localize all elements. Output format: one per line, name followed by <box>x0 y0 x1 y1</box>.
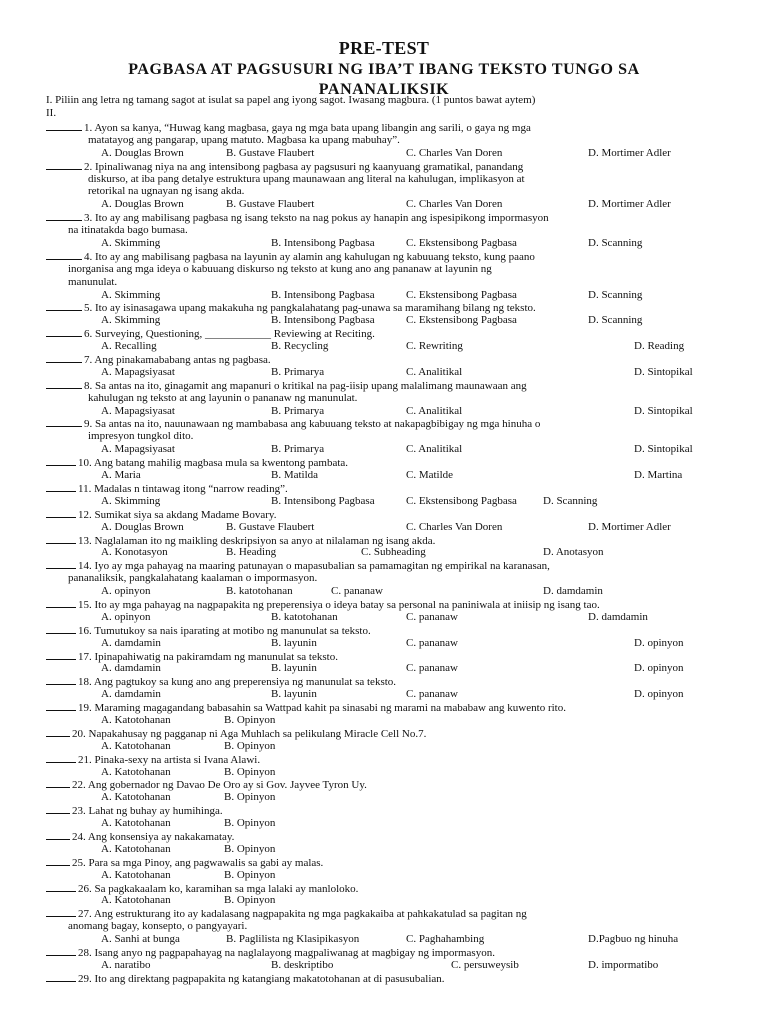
answer-blank[interactable] <box>46 379 82 389</box>
choice-row <box>46 340 736 353</box>
question-text-continued <box>46 276 736 289</box>
answer-choice-a: A. Maria <box>101 469 141 482</box>
answer-choice-b: B. layunin <box>271 688 317 701</box>
answer-choice-c: C. Analitikal <box>406 404 463 417</box>
answer-blank[interactable] <box>46 250 82 260</box>
choice-row <box>46 237 736 250</box>
answer-choice-a: A. damdamin <box>101 662 161 675</box>
answer-blank[interactable] <box>46 882 76 892</box>
question-item <box>46 534 736 560</box>
question-number: 8. <box>84 379 95 392</box>
answer-choice-d: D. opinyon <box>634 662 684 675</box>
answer-choice-d: D. Sintopikal <box>634 443 693 456</box>
answer-blank[interactable] <box>46 301 82 311</box>
answer-choice-a: A. Douglas Brown <box>101 146 184 159</box>
question-text <box>46 778 736 791</box>
question-item <box>46 650 736 676</box>
answer-choice-c: C. pananaw <box>406 636 458 649</box>
question-number: 13. <box>78 534 95 547</box>
question-number: 19. <box>78 702 95 715</box>
choice-row <box>46 366 736 379</box>
question-text <box>46 946 736 959</box>
answer-choice-c: C. pananaw <box>406 662 458 675</box>
answer-choice-a: A. Konotasyon <box>101 546 168 559</box>
question-text-continued <box>46 134 736 147</box>
answer-choice-a: A. Katotohanan <box>101 765 171 778</box>
answer-choice-a: A. Skimming <box>101 494 161 507</box>
answer-blank[interactable] <box>46 598 76 608</box>
answer-choice-d: D. Reading <box>634 340 685 353</box>
answer-choice-b: B. Opinyon <box>224 765 276 778</box>
answer-choice-a: A. Katotohanan <box>101 868 171 881</box>
answer-choice-a: A. Katotohanan <box>101 791 171 804</box>
question-number: 5. <box>84 302 95 315</box>
answer-choice-c: C. Ekstensibong Pagbasa <box>406 288 517 301</box>
answer-choice-a: A. Sanhi at bunga <box>101 933 180 946</box>
answer-choice-a: A. Douglas Brown <box>101 198 184 211</box>
question-item <box>46 482 736 508</box>
question-text <box>46 624 736 637</box>
answer-choice-d: D. Anotasyon <box>543 546 604 559</box>
question-text <box>46 379 736 392</box>
question-item <box>46 121 736 160</box>
question-text <box>46 482 736 495</box>
answer-choice-a: A. Mapagsiyasat <box>101 365 175 378</box>
choice-row <box>46 637 736 650</box>
question-text-continued <box>46 392 736 405</box>
answer-choice-d: D. Scanning <box>588 314 643 327</box>
answer-choice-d: D. Mortimer Adler <box>588 198 671 211</box>
answer-choice-c: C. Ekstensibong Pagbasa <box>406 314 517 327</box>
answer-choice-b: B. Paglilista ng Klasipikasyon <box>226 933 360 946</box>
question-text <box>46 327 736 340</box>
question-number: 17. <box>78 650 95 663</box>
question-line: pananaliksik, pangkalahatang kaalaman o impormasyon. <box>68 572 318 585</box>
answer-choice-b: B. Opinyon <box>224 842 276 855</box>
answer-choice-d: D. Scanning <box>588 237 643 250</box>
question-text <box>46 456 736 469</box>
answer-choice-a: A. Katotohanan <box>101 713 171 726</box>
subtitle-line-2: PANANALIKSIK <box>318 81 450 98</box>
answer-choice-a: A. damdamin <box>101 636 161 649</box>
question-text <box>46 211 736 224</box>
question-line: Iyo ay mga pahayag na maaring patunayan o mapasubalian sa pamamagitan ng empirikal na karanasan, <box>94 560 550 573</box>
choice-row <box>46 959 736 972</box>
answer-choice-c: C. Matilde <box>406 469 454 482</box>
answer-choice-d: D. Mortimer Adler <box>588 520 671 533</box>
question-item <box>46 675 736 701</box>
answer-blank[interactable] <box>46 753 76 763</box>
question-number: 12. <box>78 508 95 521</box>
choice-row <box>46 585 736 598</box>
question-text-continued <box>46 430 736 443</box>
answer-choice-d: D. Mortimer Adler <box>588 146 671 159</box>
question-text-continued <box>46 572 736 585</box>
question-text <box>46 701 736 714</box>
question-line: Ito ay mga pahayag na nagpapakita ng preperensiya o ideya batay sa personal na paniniwala at iniisip ng isang tao. <box>94 598 600 611</box>
question-list <box>46 121 736 985</box>
question-line: Sa antas na ito, ginagamit ang mapanuri o kritikal na pag-iisip upang malalimang maunawaan ang <box>95 379 527 392</box>
question-text <box>46 675 736 688</box>
answer-choice-c: C. pananaw <box>406 610 458 623</box>
question-item <box>46 598 736 624</box>
answer-choice-d: D. opinyon <box>634 688 684 701</box>
answer-choice-b: B. Opinyon <box>224 868 276 881</box>
question-number: 2. <box>84 160 95 173</box>
question-item <box>46 804 736 830</box>
question-number: 3. <box>84 212 95 225</box>
question-text <box>46 753 736 766</box>
question-item <box>46 301 736 327</box>
question-line: retorikal na ugnayan ng isang akda. <box>88 185 245 198</box>
question-text <box>46 882 736 895</box>
question-number: 28. <box>78 947 95 959</box>
question-line: Surveying, Questioning, ____________ Reviewing at Reciting. <box>95 328 375 341</box>
answer-choice-a: A. Douglas Brown <box>101 520 184 533</box>
answer-choice-a: A. opinyon <box>101 610 151 623</box>
answer-choice-b: B. Gustave Flaubert <box>226 198 315 211</box>
answer-choice-d: D. Sintopikal <box>634 365 693 378</box>
choice-row <box>46 688 736 701</box>
choice-row <box>46 147 736 160</box>
choice-row <box>46 740 736 753</box>
question-line: Ipinaliwanag niya na ang intensibong pagbasa ay pagsusuri ng kaanyuang gramatikal, panandang <box>95 160 524 173</box>
answer-choice-a: A. Katotohanan <box>101 739 171 752</box>
question-line: Napakahusay ng pagganap ni Aga Muhlach sa pelikulang Miracle Cell No.7. <box>88 727 427 740</box>
answer-choice-b: B. Primarya <box>271 365 325 378</box>
answer-choice-b: B. Primarya <box>271 443 325 456</box>
choice-row <box>46 791 736 804</box>
question-line: diskurso, at iba pang detalye estruktura upang maunawaan ang literal na kahulugan, implikasyon at <box>88 172 525 185</box>
answer-choice-b: B. Matilda <box>271 469 319 482</box>
question-text <box>46 907 736 920</box>
question-line: Maraming magagandang babasahin sa Wattpad kahit pa sinasabi ng marami na mababaw ang kuwento rito. <box>94 702 566 715</box>
answer-choice-b: B. Opinyon <box>224 817 276 830</box>
question-line: manunulat. <box>68 275 118 288</box>
question-item <box>46 379 736 418</box>
question-text-continued <box>46 224 736 237</box>
answer-choice-b: B. Gustave Flaubert <box>226 146 315 159</box>
answer-choice-a: A. opinyon <box>101 585 151 598</box>
question-number: 1. <box>84 122 95 134</box>
question-number: 20. <box>72 727 89 740</box>
answer-blank[interactable] <box>46 675 76 685</box>
answer-choice-d: D. damdamin <box>588 610 648 623</box>
question-item <box>46 559 736 598</box>
question-text <box>46 598 736 611</box>
choice-row <box>46 405 736 418</box>
question-line: anomang bagay, konsepto, o pangyayari. <box>68 920 248 933</box>
choice-row <box>46 521 736 534</box>
answer-choice-c: C. Subheading <box>361 546 426 559</box>
question-item <box>46 456 736 482</box>
answer-choice-d: D.Pagbuo ng hinuha <box>588 933 679 946</box>
answer-choice-c: C. Charles Van Doren <box>406 146 503 159</box>
answer-choice-c: C. Rewriting <box>406 340 463 353</box>
answer-choice-c: C. persuweysib <box>451 958 519 971</box>
question-line: Lahat ng buhay ay humihinga. <box>88 805 223 818</box>
question-text-continued <box>46 263 736 276</box>
question-number: 15. <box>78 598 95 611</box>
answer-blank[interactable] <box>46 972 76 982</box>
answer-choice-b: B. katotohanan <box>271 610 338 623</box>
answer-choice-a: A. Recalling <box>101 340 157 353</box>
answer-choice-b: B. Opinyon <box>224 791 276 804</box>
question-text <box>46 160 736 173</box>
question-line: impresyon tungkol dito. <box>88 430 194 443</box>
question-text <box>46 301 736 314</box>
question-number: 18. <box>78 676 94 689</box>
question-line: kahulugan ng teksto at ang layunin o pananaw ng manunulat. <box>88 391 358 404</box>
question-text <box>46 121 736 134</box>
answer-choice-b: B. Primarya <box>271 404 325 417</box>
choice-row <box>46 289 736 302</box>
question-text <box>46 830 736 843</box>
question-line: Para sa mga Pinoy, ang pagwawalis sa gabi ay malas. <box>88 856 324 869</box>
question-text <box>46 353 736 366</box>
answer-choice-c: C. Ekstensibong Pagbasa <box>406 494 517 507</box>
question-line: Ito ay ang mabilisang pagbasa ng isang teksto na nag pokus ay hanapin ang ispesipikong impormasyon <box>95 212 549 225</box>
question-text <box>46 804 736 817</box>
question-number: 4. <box>84 250 95 263</box>
answer-choice-a: A. Mapagsiyasat <box>101 443 175 456</box>
answer-choice-b: B. Opinyon <box>224 739 276 752</box>
question-text <box>46 534 736 547</box>
answer-blank[interactable] <box>46 417 82 427</box>
choice-row <box>46 314 736 327</box>
question-line: Ito ay ang mabilisang pagbasa na layunin ay alamin ang kahulugan ng kabuuang teksto, kung paano <box>95 250 535 263</box>
choice-row <box>46 894 736 907</box>
answer-choice-b: B. Intensibong Pagbasa <box>271 314 375 327</box>
question-item <box>46 830 736 856</box>
answer-choice-c: C. Charles Van Doren <box>406 520 503 533</box>
question-text-continued <box>46 173 736 186</box>
question-item <box>46 701 736 727</box>
answer-choice-a: A. damdamin <box>101 688 161 701</box>
question-number: 22. <box>72 779 88 792</box>
answer-choice-c: C. pananaw <box>406 688 458 701</box>
question-item <box>46 907 736 946</box>
question-text <box>46 972 736 985</box>
question-number: 16. <box>78 624 95 637</box>
answer-choice-b: B. layunin <box>271 662 317 675</box>
answer-blank[interactable] <box>46 778 70 788</box>
question-item <box>46 624 736 650</box>
question-line: Naglalaman ito ng maikling deskripsiyon sa anyo at nilalaman ng isang akda. <box>94 534 436 547</box>
answer-choice-a: A. Katotohanan <box>101 894 171 907</box>
question-number: 24. <box>72 830 88 843</box>
answer-choice-d: D. impormatibo <box>588 958 659 971</box>
answer-choice-d: D. Scanning <box>588 288 643 301</box>
choice-row <box>46 662 736 675</box>
question-line: Ang batang mahilig magbasa mula sa kwentong pambata. <box>93 457 349 470</box>
question-text <box>46 417 736 430</box>
answer-blank[interactable] <box>46 559 76 569</box>
question-text <box>46 856 736 869</box>
answer-choice-a: A. naratibo <box>101 958 151 971</box>
question-text <box>46 559 736 572</box>
answer-choice-b: B. Heading <box>226 546 277 559</box>
question-number: 6. <box>84 328 95 341</box>
question-line: Isang anyo ng pagpapahayag na naglalayong magpaliwanag at magbigay ng impormasyon. <box>94 947 495 959</box>
answer-choice-a: A. Mapagsiyasat <box>101 404 175 417</box>
question-line: Ang pinakamababang antas ng pagbasa. <box>94 354 271 367</box>
answer-choice-b: B. deskriptibo <box>271 958 334 971</box>
answer-choice-b: B. layunin <box>271 636 317 649</box>
answer-blank[interactable] <box>46 701 76 711</box>
answer-blank[interactable] <box>46 624 76 634</box>
answer-choice-a: A. Skimming <box>101 288 161 301</box>
answer-blank[interactable] <box>46 327 82 337</box>
question-line: na itinatakda bago bumasa. <box>68 224 188 237</box>
answer-choice-c: C. Paghahambing <box>406 933 485 946</box>
answer-blank[interactable] <box>46 534 76 544</box>
answer-choice-b: B. Intensibong Pagbasa <box>271 494 375 507</box>
answer-choice-d: D. Scanning <box>543 494 598 507</box>
question-text <box>46 650 736 663</box>
answer-choice-a: A. Katotohanan <box>101 842 171 855</box>
answer-blank[interactable] <box>46 727 70 737</box>
question-item <box>46 778 736 804</box>
answer-blank[interactable] <box>46 211 82 221</box>
answer-blank[interactable] <box>46 804 70 814</box>
question-text-continued <box>46 920 736 933</box>
question-number: 29. <box>78 972 95 985</box>
answer-choice-a: A. Katotohanan <box>101 817 171 830</box>
answer-blank[interactable] <box>46 946 76 956</box>
answer-blank[interactable] <box>46 907 76 917</box>
answer-choice-b: B. Gustave Flaubert <box>226 520 315 533</box>
section-label: II. <box>46 106 57 119</box>
question-item <box>46 353 736 379</box>
question-number: 10. <box>78 457 94 470</box>
question-number: 27. <box>78 908 94 921</box>
question-item <box>46 250 736 302</box>
question-item <box>46 160 736 212</box>
answer-blank[interactable] <box>46 508 76 518</box>
answer-choice-a: A. Skimming <box>101 237 161 250</box>
choice-row <box>46 817 736 830</box>
question-text <box>46 727 736 740</box>
subtitle-line-1: PAGBASA AT PAGSUSURI NG IBA’T IBANG TEKSTO TUNGO SA <box>128 61 640 78</box>
question-number: 23. <box>72 805 89 818</box>
choice-row <box>46 611 736 624</box>
question-item <box>46 727 736 753</box>
question-text-continued <box>46 185 736 198</box>
answer-choice-d: D. opinyon <box>634 636 684 649</box>
question-number: 9. <box>84 418 95 431</box>
choice-row <box>46 469 736 482</box>
answer-choice-c: C. Analitikal <box>406 365 463 378</box>
question-item <box>46 856 736 882</box>
question-line: Ang konsensiya ay nakakamatay. <box>87 830 235 843</box>
answer-choice-b: B. Opinyon <box>224 713 276 726</box>
answer-choice-c: C. Charles Van Doren <box>406 198 503 211</box>
question-item <box>46 327 736 353</box>
answer-blank[interactable] <box>46 650 76 660</box>
question-item <box>46 882 736 908</box>
question-item <box>46 417 736 456</box>
question-line: Ayon sa kanya, “Huwag kang magbasa, gaya ng mga bata upang libangin ang sarili, o gaya ng mga <box>94 122 531 134</box>
question-item <box>46 946 736 972</box>
choice-row <box>46 714 736 727</box>
question-number: 26. <box>78 882 95 895</box>
answer-choice-b: B. Recycling <box>271 340 329 353</box>
question-item <box>46 508 736 534</box>
question-line: Sa antas na ito, nauunawaan ng mambabasa ang kabuuang teksto at nakapagbibigay ng mga hinuha o <box>95 418 541 431</box>
question-line: Sa pagkakaalam ko, karamihan sa mga lalaki ay manloloko. <box>94 882 359 895</box>
question-number: 14. <box>78 560 95 573</box>
answer-blank[interactable] <box>46 121 82 131</box>
question-line: Ang pagtukoy sa kung ano ang preperensiya ng manunulat sa teksto. <box>93 676 397 689</box>
answer-blank[interactable] <box>46 856 70 866</box>
choice-row <box>46 933 736 946</box>
answer-choice-d: D. Martina <box>634 469 683 482</box>
choice-row <box>46 843 736 856</box>
instruction-text: I. Piliin ang letra ng tamang sagot at isulat sa papel ang iyong sagot. Iwasang magbura. (1 puntos bawat aytem) <box>46 94 536 106</box>
question-text <box>46 250 736 263</box>
answer-choice-b: B. Opinyon <box>224 894 276 907</box>
answer-choice-d: D. damdamin <box>543 585 603 598</box>
question-line: matatayog ang pangarap, upang matuto. Magbasa ka upang mabuhay”. <box>88 133 400 146</box>
question-text <box>46 508 736 521</box>
question-line: Tumutukoy sa nais iparating at motibo ng manunulat sa teksto. <box>94 624 371 637</box>
choice-row <box>46 443 736 456</box>
question-line: Pinaka-sexy na artista si Ivana Alawi. <box>94 753 261 766</box>
question-line: Ipinapahiwatig na pakiramdam ng manunulat sa teksto. <box>94 650 338 663</box>
question-line: Madalas n tintawag itong “narrow reading”. <box>94 482 288 495</box>
question-line: Ang estrukturang ito ay kadalasang nagpapakita ng mga pagkakaiba at pahkakatulad sa pagitan ng <box>93 908 527 921</box>
instructions <box>46 94 535 120</box>
choice-row <box>46 766 736 779</box>
answer-blank[interactable] <box>46 160 82 170</box>
question-number: 7. <box>84 354 95 367</box>
answer-blank[interactable] <box>46 353 82 363</box>
question-item <box>46 972 736 985</box>
question-item <box>46 753 736 779</box>
answer-choice-c: C. Ekstensibong Pagbasa <box>406 237 517 250</box>
answer-choice-d: D. Sintopikal <box>634 404 693 417</box>
question-line: Sumikat siya sa akdang Madame Bovary. <box>94 508 277 521</box>
answer-blank[interactable] <box>46 482 76 492</box>
question-line: Ito ay isinasagawa upang makakuha ng pangkalahatang pag-unawa sa maramihang bilang ng teksto. <box>95 302 536 315</box>
question-line: Ito ang direktang pagpapakita ng katangiang makatotohanan at di pasusubalian. <box>94 972 445 985</box>
answer-choice-b: B. Intensibong Pagbasa <box>271 288 375 301</box>
choice-row <box>46 198 736 211</box>
question-line: inorganisa ang mga ideya o kabuuang diskurso ng teksto at kung ano ang pananaw at layunin ng <box>68 262 492 275</box>
page-title: PRE-TEST <box>338 38 430 58</box>
choice-row <box>46 495 736 508</box>
answer-choice-b: B. katotohanan <box>226 585 293 598</box>
choice-row <box>46 546 736 559</box>
answer-choice-c: C. pananaw <box>331 585 383 598</box>
question-number: 21. <box>78 753 95 766</box>
question-item <box>46 211 736 250</box>
answer-choice-c: C. Analitikal <box>406 443 463 456</box>
answer-blank[interactable] <box>46 456 76 466</box>
answer-choice-b: B. Intensibong Pagbasa <box>271 237 375 250</box>
choice-row <box>46 869 736 882</box>
answer-blank[interactable] <box>46 830 70 840</box>
answer-choice-a: A. Skimming <box>101 314 161 327</box>
question-number: 25. <box>72 856 89 869</box>
question-line: Ang gobernador ng Davao De Oro ay si Gov. Jayvee Tyron Uy. <box>87 779 367 792</box>
question-number: 11. <box>78 482 95 495</box>
